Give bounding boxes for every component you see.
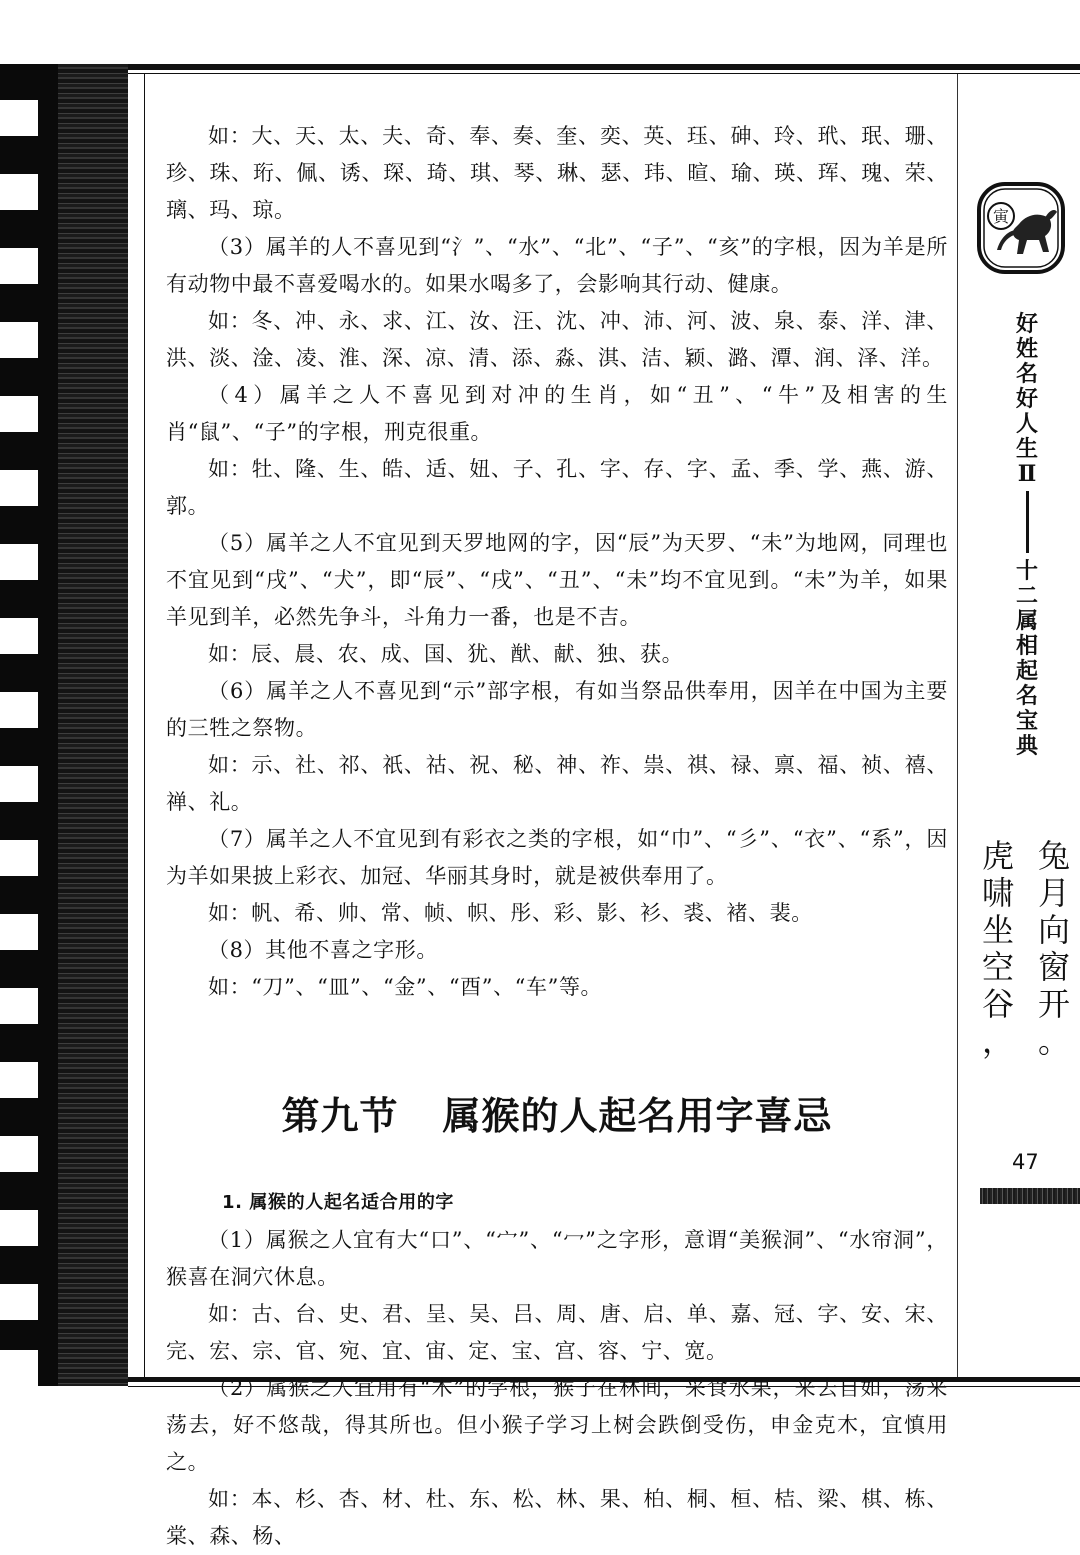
film-hole xyxy=(0,692,38,728)
top-rule xyxy=(128,64,1080,70)
film-hole xyxy=(0,1350,38,1386)
page-number-bar xyxy=(980,1188,1080,1204)
paragraph: （4）属羊之人不喜见到对冲的生肖，如“丑”、“牛”及相害的生肖“鼠”、“子”的字根，刑克很重。 xyxy=(166,383,948,444)
top-rule-thin xyxy=(128,73,1080,74)
film-grain xyxy=(58,64,128,1386)
film-hole xyxy=(0,840,38,876)
text-column-border-left xyxy=(144,74,145,1377)
dash-line xyxy=(1026,491,1029,553)
film-hole xyxy=(0,988,38,1024)
section-title xyxy=(166,1086,948,1146)
spine-char: 人 xyxy=(1015,412,1038,437)
film-hole xyxy=(0,100,38,136)
spine-char: 相 xyxy=(1015,634,1038,659)
spine-char: 宝 xyxy=(1015,709,1038,734)
spine-char: 好 xyxy=(1015,387,1038,412)
film-hole xyxy=(0,248,38,284)
poem-char: 谷 xyxy=(981,985,1014,1023)
paragraph: （8）其他不喜之字形。 xyxy=(208,938,438,962)
section-heading: 属猴的人起名用字喜忌 xyxy=(442,1094,833,1138)
film-hole xyxy=(0,470,38,506)
paragraph: （6）属羊之人不喜见到“示”部字根，有如当祭品供奉用，因羊在中国为主要的三牲之祭物。 xyxy=(166,679,948,740)
main-text xyxy=(166,118,948,1555)
film-hole xyxy=(0,1210,38,1246)
paragraph: 如：冬、冲、永、求、江、汝、汪、沈、冲、沛、河、波、泉、泰、洋、津、洪、淡、淦、凌、淮、深、凉、清、添、淼、淇、洁、颖、潞、潭、润、泽、洋。 xyxy=(166,309,948,370)
film-hole xyxy=(0,174,38,210)
spine-char: 名 xyxy=(1015,362,1038,387)
film-hole xyxy=(0,1284,38,1320)
paragraph: 如：辰、晨、农、成、国、犹、猷、献、独、获。 xyxy=(208,642,684,666)
paragraph: 如：牡、隆、生、皓、适、妞、子、孔、字、存、字、孟、季、学、燕、游、郭。 xyxy=(166,457,948,518)
film-hole xyxy=(0,618,38,654)
paragraph: 如：大、天、太、夫、奇、奉、奏、奎、奕、英、珏、砷、玲、玳、珉、珊、珍、珠、珩、佩、诱、琛、琦、琪、琴、琳、瑟、玮、暄、瑜、瑛、珲、瑰、荣、璃、玛、琼。 xyxy=(166,124,948,222)
spine-char: 生 xyxy=(1015,437,1038,462)
film-hole xyxy=(0,1062,38,1098)
spine-char: 好 xyxy=(1015,312,1038,337)
paragraph: 如：“刀”、“皿”、“金”、“酉”、“车”等。 xyxy=(208,975,603,999)
film-hole xyxy=(0,1136,38,1172)
film-hole xyxy=(0,322,38,358)
poem-char: 向 xyxy=(1037,911,1070,949)
poem-char: 开 xyxy=(1037,985,1070,1023)
paragraph: 如：古、台、史、君、呈、吴、吕、周、唐、启、单、嘉、冠、字、安、宋、完、宏、宗、官、宛、宜、宙、定、宝、宫、容、宁、宽。 xyxy=(166,1302,948,1363)
svg-text:寅: 寅 xyxy=(992,207,1010,226)
book-title-vertical xyxy=(1012,312,1042,759)
spine-char: 姓 xyxy=(1015,337,1038,362)
paragraph: 如：帆、希、帅、常、帧、帜、彤、彩、影、衫、裘、褚、裴。 xyxy=(208,901,813,925)
text-column-border-right xyxy=(957,74,958,1377)
spine-char: 典 xyxy=(1015,734,1038,759)
spine-char: 起 xyxy=(1015,659,1038,684)
volume-numeral: Ⅱ xyxy=(1017,461,1037,487)
spine-char: 二 xyxy=(1015,584,1038,609)
paragraph: （5）属羊之人不宜见到天罗地网的字，因“辰”为天罗、“未”为地网，同理也不宜见到“戌”、“犬”，即“辰”、“戌”、“丑”、“未”均不宜见到。“未”为羊，如果羊见到羊，必然先争斗，斗角力一番，也是不吉。 xyxy=(166,531,948,629)
film-hole xyxy=(0,766,38,802)
paragraph: 如：本、杉、杏、材、杜、东、松、林、果、柏、桐、桓、桔、梁、棋、栋、棠、森、杨、 xyxy=(166,1487,948,1548)
spine-char: 名 xyxy=(1015,684,1038,709)
poem-char: 坐 xyxy=(981,911,1014,949)
paragraph: （2）属猴之人宜用有“木”的字根，猴子在林间，采食水果，来去自如，荡来荡去，好不悠哉，得其所也。但小猴子学习上树会跌倒受伤，申金克木，宜慎用之。 xyxy=(166,1376,948,1474)
poem-char: 空 xyxy=(981,948,1014,986)
paragraph: （1）属猴之人宜有大“口”、“宀”、“冖”之字形，意谓“美猴洞”、“水帘洞”，猴喜在洞穴休息。 xyxy=(166,1228,948,1289)
paragraph: （3）属羊的人不喜见到“氵”、“水”、“北”、“子”、“亥”的字根，因为羊是所有动物中最不喜爱喝水的。如果水喝多了，会影响其行动、健康。 xyxy=(166,235,948,296)
subheading: 1. 属猴的人起名适合用的字 xyxy=(222,1192,455,1213)
poem-char: 虎 xyxy=(981,837,1014,875)
spine-char: 十 xyxy=(1015,559,1038,584)
poem-char: 窗 xyxy=(1037,948,1070,986)
poem-line-first xyxy=(1034,838,1074,1060)
paragraph: （7）属羊之人不宜见到有彩衣之类的字根，如“巾”、“彡”、“衣”、“系”，因为羊如果披上彩衣、加冠、华丽其身时，就是被供奉用了。 xyxy=(166,827,948,888)
poem-char: ， xyxy=(981,1022,1014,1060)
poem-char: 兔 xyxy=(1037,837,1070,875)
paragraph: 如：示、社、祁、祇、祜、祝、秘、神、祚、祟、祺、禄、禀、福、祯、禧、禅、礼。 xyxy=(166,753,948,814)
spine-char: 属 xyxy=(1015,609,1038,634)
film-hole xyxy=(0,396,38,432)
poem-char: 啸 xyxy=(981,874,1014,912)
film-strip-decoration xyxy=(0,64,128,1386)
film-hole xyxy=(0,544,38,580)
poem-line-second xyxy=(978,838,1018,1060)
section-number: 第九节 xyxy=(281,1094,399,1138)
poem-char: 。 xyxy=(1037,1022,1070,1060)
poem-char: 月 xyxy=(1037,874,1070,912)
film-hole xyxy=(0,914,38,950)
page-number: 47 xyxy=(1012,1150,1039,1174)
zodiac-seal-icon xyxy=(975,180,1067,276)
